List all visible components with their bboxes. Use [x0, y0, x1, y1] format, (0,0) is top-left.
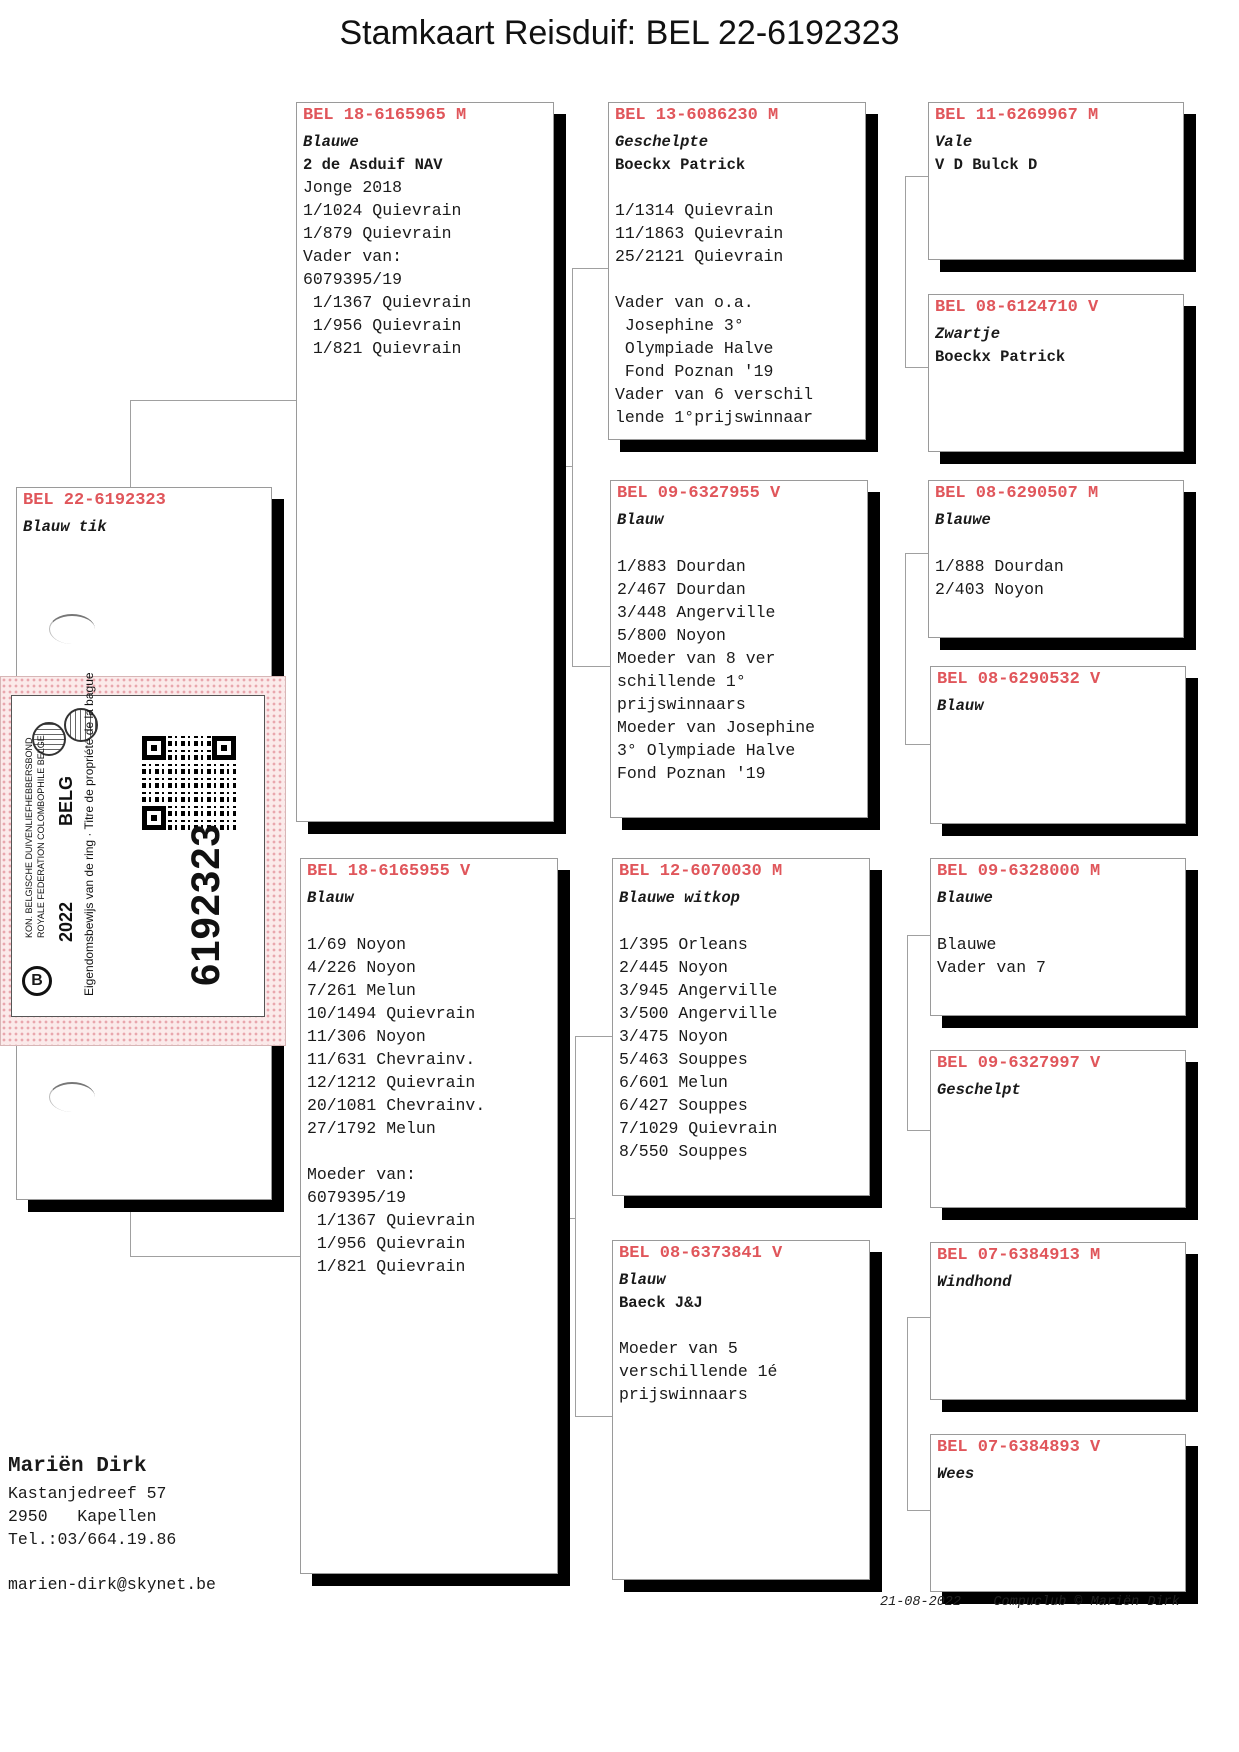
- pedigree-box-mfm: [930, 1050, 1186, 1208]
- detail-line: Vader van o.a.: [615, 293, 754, 312]
- owner-spacer: [8, 1551, 216, 1573]
- pigeon-color: Vale: [935, 133, 973, 151]
- owner-email[interactable]: marien-dirk@skynet.be: [8, 1575, 216, 1594]
- detail-line: [935, 532, 1177, 555]
- ring-number: BEL 12-6070030 M: [619, 862, 783, 881]
- detail-line: Fond Poznan '19: [617, 764, 766, 783]
- ring-number: BEL 18-6165965 M: [303, 106, 467, 125]
- detail-line: 1/821 Quievrain: [303, 339, 462, 358]
- pigeon-color: Blauwe: [935, 511, 991, 529]
- footer: [880, 1595, 1180, 1610]
- connector-dam-line: [575, 1036, 614, 1416]
- org-line-2: ROYALE FEDERATION COLOMBOPHILE BELGE: [36, 735, 46, 938]
- connector-sire-line: [572, 268, 611, 666]
- detail-line: 5/463 Souppes: [619, 1050, 748, 1069]
- detail-line: 1/879 Quievrain: [303, 224, 452, 243]
- detail-line: 5/800 Noyon: [617, 626, 726, 645]
- connector-bottom: [130, 1256, 300, 1257]
- detail-line: [619, 1314, 863, 1337]
- detail-line: 3/475 Noyon: [619, 1027, 728, 1046]
- owner-phone: Tel.:03/664.19.86: [8, 1530, 177, 1549]
- pigeon-color: Blauw: [937, 697, 984, 715]
- detail-line: 11/631 Chevrainv.: [307, 1050, 476, 1069]
- pedigree-box-fmm: [930, 666, 1186, 824]
- pigeon-details: [307, 910, 551, 1278]
- title-fr: Titre de propriété de la bague: [82, 672, 96, 830]
- pedigree-box-dam-sire: [612, 858, 870, 1196]
- ring-number: BEL 11-6269967 M: [935, 106, 1099, 125]
- title-nl: Eigendomsbewijs van de ring: [82, 839, 96, 996]
- detail-line: 20/1081 Chevrainv.: [307, 1096, 486, 1115]
- pigeon-color: Geschelpte: [615, 133, 709, 151]
- logo-icon: [22, 966, 52, 996]
- pigeon-name: Boeckx Patrick: [615, 156, 746, 174]
- ring-number: BEL 09-6328000 M: [937, 862, 1101, 881]
- pigeon-details: [617, 532, 861, 785]
- detail-line: 7/261 Melun: [307, 981, 416, 1000]
- detail-line: 2/445 Noyon: [619, 958, 728, 977]
- detail-line: Vader van 6 verschil: [615, 385, 814, 404]
- punch-hole: [49, 614, 95, 644]
- ring-number: BEL 09-6327955 V: [617, 484, 781, 503]
- pigeon-color: Blauw tik: [23, 518, 107, 536]
- pigeon-name: Boeckx Patrick: [935, 348, 1066, 366]
- detail-line: lende 1°prijswinnaar: [615, 408, 814, 427]
- pedigree-box-ffm: [928, 294, 1184, 452]
- connector-g4: [907, 1317, 932, 1511]
- detail-line: Josephine 3°: [615, 316, 744, 335]
- detail-line: [937, 910, 1179, 933]
- connector-dam-in: [558, 1218, 575, 1219]
- pigeon-details: [615, 176, 859, 429]
- detail-line: 8/550 Souppes: [619, 1142, 748, 1161]
- detail-line: Vader van 7: [937, 958, 1046, 977]
- pigeon-color: Blauw: [619, 1271, 666, 1289]
- ring-number: BEL 18-6165955 V: [307, 862, 471, 881]
- pigeon-color: Geschelpt: [937, 1081, 1021, 1099]
- pedigree-box-dam: [300, 858, 558, 1574]
- pigeon-details: [303, 176, 547, 360]
- pigeon-details: [619, 910, 863, 1163]
- connector-g2: [905, 553, 930, 745]
- pedigree-box-dam-dam: [612, 1240, 870, 1580]
- detail-line: 1/956 Quievrain: [303, 316, 462, 335]
- detail-line: 6079395/19: [303, 270, 403, 289]
- ring-year: 2022: [56, 901, 76, 942]
- detail-line: Vader van:: [303, 247, 403, 266]
- detail-line: 7/1029 Quievrain: [619, 1119, 778, 1138]
- ring-card-number: 6192323: [184, 823, 228, 986]
- pedigree-box-sire-sire: [608, 102, 866, 440]
- detail-line: 25/2121 Quievrain: [615, 247, 784, 266]
- pedigree-box-fff: [928, 102, 1184, 260]
- detail-line: prijswinnaars: [617, 695, 746, 714]
- owner-name: Mariën Dirk: [8, 1455, 147, 1478]
- detail-line: 1/956 Quievrain: [307, 1234, 466, 1253]
- pedigree-box-sire-dam: [610, 480, 868, 818]
- ring-number: BEL 08-6290532 V: [937, 670, 1101, 689]
- detail-line: Olympiade Halve: [615, 339, 774, 358]
- detail-line: 4/226 Noyon: [307, 958, 416, 977]
- detail-line: 12/1212 Quievrain: [307, 1073, 476, 1092]
- pigeon-details: [937, 910, 1179, 979]
- ring-card-inner: [11, 672, 265, 1017]
- pigeon-color: Windhond: [937, 1273, 1012, 1291]
- detail-line: 6/427 Souppes: [619, 1096, 748, 1115]
- detail-line: 11/306 Noyon: [307, 1027, 426, 1046]
- qr-finder: [142, 806, 166, 830]
- owner-address: Kastanjedreef 57: [8, 1484, 167, 1503]
- detail-line: 3/500 Angerville: [619, 1004, 778, 1023]
- detail-line: Moeder van Josephine: [617, 718, 816, 737]
- connector-g3: [907, 935, 932, 1131]
- detail-line: 1/69 Noyon: [307, 935, 407, 954]
- owner-block: [8, 1452, 216, 1596]
- ring-number: BEL 07-6384893 V: [937, 1438, 1101, 1457]
- ring-number: BEL 08-6290507 M: [935, 484, 1099, 503]
- detail-line: prijswinnaars: [619, 1385, 748, 1404]
- pigeon-details: [935, 532, 1177, 601]
- detail-line: 1/1367 Quievrain: [303, 293, 472, 312]
- connector-dam-h2: [575, 1416, 613, 1417]
- detail-line: Blauwe: [937, 935, 997, 954]
- connector-top: [130, 400, 296, 401]
- punch-hole: [49, 1082, 95, 1112]
- pigeon-color: Blauwe: [937, 889, 993, 907]
- pigeon-color: Wees: [937, 1465, 975, 1483]
- ring-number: BEL 07-6384913 M: [937, 1246, 1101, 1265]
- pedigree-box-mmm: [930, 1434, 1186, 1592]
- ownership-title: Eigendomsbewijs van de ring · Titre de propriété de la bague: [82, 672, 96, 996]
- detail-line: 3/448 Angerville: [617, 603, 776, 622]
- detail-line: [615, 268, 859, 291]
- detail-line: Moeder van:: [307, 1165, 416, 1184]
- qr-finder: [212, 736, 236, 760]
- detail-line: 11/1863 Quievrain: [615, 224, 784, 243]
- qr-finder: [142, 736, 166, 760]
- ring-number: BEL 09-6327997 V: [937, 1054, 1101, 1073]
- page-title: Stamkaart Reisduif: BEL 22-6192323: [339, 14, 900, 52]
- connector-g1: [905, 176, 930, 368]
- ring-number: BEL 22-6192323: [23, 491, 166, 510]
- ring-number: BEL 13-6086230 M: [615, 106, 779, 125]
- pedigree-box-mmf: [930, 1242, 1186, 1400]
- detail-line: [615, 176, 859, 199]
- detail-line: 2/467 Dourdan: [617, 580, 746, 599]
- connector-sire-in: [556, 466, 572, 467]
- detail-line: Moeder van 5: [619, 1339, 738, 1358]
- pigeon-details: [619, 1314, 863, 1406]
- pigeon-color: Blauwe witkop: [619, 889, 740, 907]
- pedigree-box-sire: [296, 102, 554, 822]
- pedigree-box-mff: [930, 858, 1186, 1016]
- ring-number: BEL 08-6373841 V: [619, 1244, 783, 1263]
- detail-line: Moeder van 8 ver: [617, 649, 776, 668]
- detail-line: 10/1494 Quievrain: [307, 1004, 476, 1023]
- logo-letter: B: [31, 972, 43, 989]
- detail-line: Jonge 2018: [303, 178, 403, 197]
- detail-line: 6079395/19: [307, 1188, 407, 1207]
- detail-line: 3° Olympiade Halve: [617, 741, 796, 760]
- detail-line: 3/945 Angerville: [619, 981, 778, 1000]
- pigeon-color: Zwartje: [935, 325, 1001, 343]
- ring-country: BELG: [56, 775, 76, 826]
- pigeon-color: Blauwe: [303, 133, 359, 151]
- pedigree-box-fmf: [928, 480, 1184, 638]
- detail-line: [619, 910, 863, 933]
- detail-line: verschillende 1é: [619, 1362, 778, 1381]
- detail-line: 27/1792 Melun: [307, 1119, 436, 1138]
- pigeon-color: Blauw: [617, 511, 664, 529]
- detail-line: 1/1314 Quievrain: [615, 201, 774, 220]
- detail-line: [307, 910, 551, 933]
- ring-number: BEL 08-6124710 V: [935, 298, 1099, 317]
- detail-line: schillende 1°: [617, 672, 746, 691]
- connector-sire-h2: [572, 666, 610, 667]
- owner-city: 2950 Kapellen: [8, 1507, 157, 1526]
- detail-line: 1/1367 Quievrain: [307, 1211, 476, 1230]
- detail-line: [617, 532, 861, 555]
- connector-sire-h1: [572, 268, 610, 269]
- ring-ownership-card: [0, 672, 286, 1046]
- credit: Compuclub © Mariën Dirk: [993, 1595, 1180, 1610]
- pigeon-name: Baeck J&J: [619, 1294, 703, 1312]
- detail-line: Fond Poznan '19: [615, 362, 774, 381]
- detail-line: 1/1024 Quievrain: [303, 201, 462, 220]
- detail-line: 1/883 Dourdan: [617, 557, 746, 576]
- org-line-1: KON. BELGISCHE DUIVENLIEFHEBBERSBOND: [24, 737, 34, 938]
- pigeon-name: 2 de Asduif NAV: [303, 156, 443, 174]
- detail-line: [307, 1140, 551, 1163]
- connector-dam-h1: [575, 1036, 613, 1037]
- detail-line: 1/821 Quievrain: [307, 1257, 466, 1276]
- detail-line: 1/395 Orleans: [619, 935, 748, 954]
- detail-line: 6/601 Melun: [619, 1073, 728, 1092]
- print-date: 21-08-2022: [880, 1595, 962, 1610]
- pigeon-name: V D Bulck D: [935, 156, 1038, 174]
- pigeon-color: Blauw: [307, 889, 354, 907]
- detail-line: 1/888 Dourdan: [935, 557, 1064, 576]
- detail-line: 2/403 Noyon: [935, 580, 1044, 599]
